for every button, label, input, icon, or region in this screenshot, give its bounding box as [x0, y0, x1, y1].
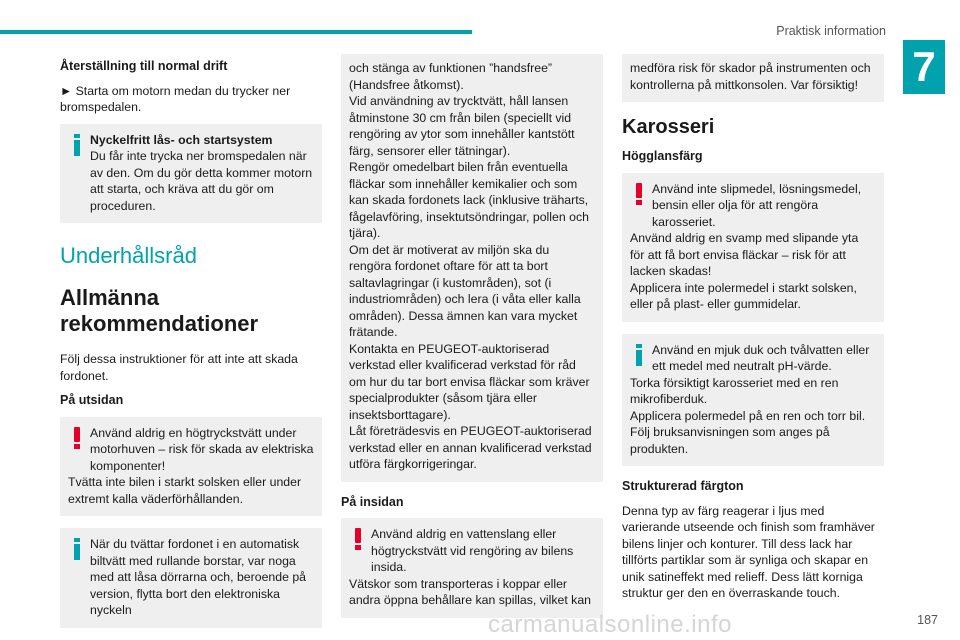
continued-text-3: Rengör omedelbart bilen från eventuella fläckar som innehåller kemikalier och som kan skada fordonets lack (inklusive träharts, fågelavföring, insektutsöndringar, pollen och tjära).	[349, 160, 589, 240]
header-accent-bar	[0, 30, 472, 34]
structured-title: Strukturerad färgton	[622, 479, 744, 493]
body-heading: Karosseri	[622, 116, 715, 138]
info-box-text: Du får inte trycka ner bromspedalen när av den. Om du gör detta kommer motorn att starta, och kräva att du gör om proceduren.	[90, 149, 313, 213]
column-2	[341, 54, 603, 630]
warning-icon	[74, 427, 80, 449]
gloss-info-lead: Använd en mjuk duk och tvålvatten eller ett medel med neutralt pH-värde.	[652, 342, 870, 373]
info-icon	[74, 538, 80, 560]
gloss-warning-p3: Applicera inte polermedel i starkt solsken, eller på plast- eller gummidelar.	[630, 280, 857, 311]
info-box-keyless	[60, 124, 322, 224]
gloss-info-p3: Applicera polermedel på en ren och torr bil.	[630, 408, 866, 423]
chapter-number: 7	[903, 40, 945, 94]
page-number: 187	[917, 613, 938, 627]
info-icon	[74, 134, 80, 156]
gloss-warning-p2: Använd aldrig en svamp med slipande yta för att få bort envisa fläckar – risk för att lacken skadas!	[630, 231, 859, 278]
info-box-carwash	[60, 528, 322, 628]
info-box-continued	[341, 54, 603, 482]
warning-box-gloss	[622, 173, 884, 322]
info-box-gloss	[622, 334, 884, 467]
warning-box-outside	[60, 417, 322, 517]
continued-text-1: och stänga av funktionen ”handsfree” (Handsfree åtkomst).	[349, 61, 553, 92]
inside-title: På insidan	[341, 494, 404, 509]
gloss-info-p4: Följ bruksanvisningen som anges på produkten.	[630, 425, 830, 456]
section-title: Praktisk information	[776, 24, 886, 38]
info-icon	[636, 344, 642, 366]
warning-lead: Använd aldrig en högtryckstvätt under motorhuven – risk för skada av elektriska komponenter!	[90, 425, 314, 473]
column-1	[60, 58, 322, 640]
warning-box-inside	[341, 518, 603, 618]
reset-title: Återställning till normal drift	[60, 59, 228, 73]
continued-text-2: Vid användning av trycktvätt, håll lansen åtminstone 30 cm från bilen (speciellt vid rengöring av ytor som innehåller kantstött färg, sensorer eller tätningar).	[349, 94, 575, 158]
warning-icon	[636, 183, 642, 205]
continued-text-5: Kontakta en PEUGEOT-auktoriserad verkstad eller kvalificerad verkstad för råd om hur du tar bort envisa fläckar som kräver specialprodukter (såsom tjära eller insektsborttagare).	[349, 341, 590, 422]
warning-box-continued	[622, 54, 884, 102]
maintenance-heading: Underhållsråd	[60, 243, 197, 268]
info-box-title: Nyckelfritt lås- och startsystem	[90, 132, 273, 147]
structured-text: Denna typ av färg reagerar i ljus med varierande utseende och finish som framhäver bilens linjer och konturer. Till dess lack har tillförts partiklar som är synliga och skapar en unik satineffekt med relieff. Dess lätt korniga struktur ger den en överraskande touch.	[622, 503, 875, 600]
warning-text: Tvätta inte bilen i starkt solsken eller under extremt kalla väderförhållanden.	[68, 475, 302, 506]
gloss-title: Högglansfärg	[622, 149, 703, 163]
continued-text-6: Låt företrädesvis en PEUGEOT-auktoriserad verkstad eller en annan kvalificerad verkstad utföra färgkorrigeringar.	[349, 424, 592, 471]
warning-icon	[355, 528, 361, 550]
continued-text-4: Om det är motiverat av miljön ska du rengöra fordonet oftare för att ta bort saltavlagringar (i kustområden), sot (i industriområden) och lera (i våta eller kalla områden). Dessa ämnen kan vara mycket frätande.	[349, 242, 581, 339]
general-heading: Allmänna rekommendationer	[60, 285, 259, 336]
info-carwash-text: När du tvättar fordonet i en automatisk biltvätt med rullande borstar, var noga med att låsa dörrarna och, beroende på version, flytta bort den elektroniska nyckeln	[90, 537, 307, 617]
gloss-warning-lead: Använd inte slipmedel, lösningsmedel, bensin eller olja för att rengöra karosseriet.	[652, 181, 862, 229]
continued-warning-text: medföra risk för skador på instrumenten och kontrollerna på mittkonsolen. Var försiktig!	[630, 61, 871, 92]
warning-inside-lead: Använd aldrig en vattenslang eller högtryckstvätt vid rengöring av bilens insida.	[371, 527, 574, 574]
warning-inside-text: Vätskor som transporteras i koppar eller andra öppna behållare kan spillas, vilket kan	[349, 576, 591, 607]
column-3	[622, 54, 884, 610]
reset-text: ► Starta om motorn medan du trycker ner bromspedalen.	[60, 83, 291, 114]
outside-title: På utsidan	[60, 393, 124, 407]
general-text: Följ dessa instruktioner för att inte att skada fordonet.	[60, 352, 298, 383]
watermark: carmanualsonline.info	[488, 611, 732, 638]
gloss-info-p2: Torka försiktigt karosseriet med en ren mikrofiberduk.	[630, 375, 839, 406]
